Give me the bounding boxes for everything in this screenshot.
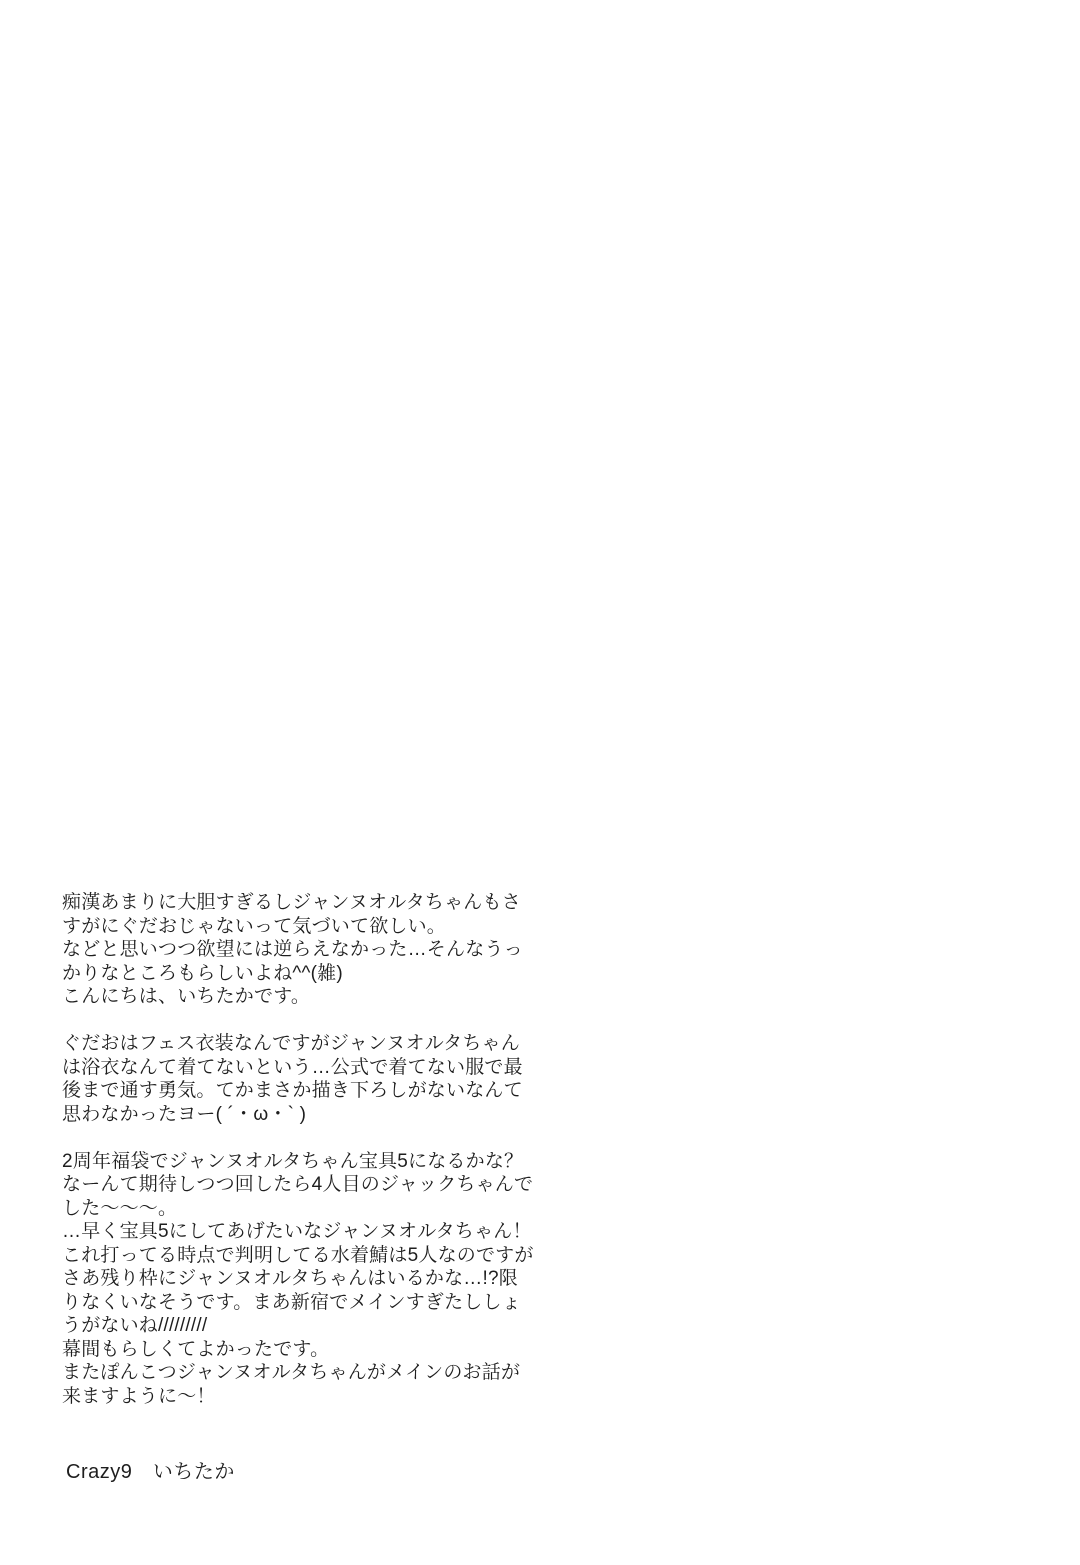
text-line: 2周年福袋でジャンヌオルタちゃん宝具5になるかな？ [62, 1150, 524, 1172]
afterword-paragraph-1 [62, 891, 582, 1009]
text-line: うがないね///////// [62, 1315, 208, 1336]
text-line: ぐだおはフェス衣装なんですがジャンヌオルタちゃん [62, 1033, 520, 1054]
text-line: は浴衣なんて着てないという…公式で着てない服で最 [62, 1056, 523, 1078]
text-line: すがにぐだおじゃないって気づいて欲しい。 [62, 915, 447, 937]
text-line: などと思いつつ欲望には逆らえなかった…そんなうっ [62, 939, 523, 960]
text-line: した〜〜〜。 [62, 1197, 178, 1219]
paragraph-spacer [62, 1009, 582, 1033]
text-line: 来ますように〜！ [62, 1385, 216, 1407]
afterword-paragraph-3 [62, 1150, 582, 1409]
text-line: 後まで通す勇気。てかまさか描き下ろしがないなんて [62, 1080, 523, 1101]
text-line: こんにちは、いちたかです。 [62, 986, 311, 1007]
text-line: 思わなかったヨー( ´・ω・` ) [62, 1103, 307, 1125]
text-line: りなくいなそうです。まあ新宿でメインすぎたししょ [62, 1291, 521, 1313]
afterword-paragraph-2 [62, 1032, 582, 1126]
text-line: 痴漢あまりに大胆すぎるしジャンヌオルタちゃんもさ [62, 892, 521, 913]
text-line: またぽんこつジャンヌオルタちゃんがメインのお話が [62, 1362, 521, 1383]
text-line: …早く宝具5にしてあげたいなジャンヌオルタちゃん！ [62, 1221, 532, 1242]
author-signature: Crazy9 いちたか [66, 1461, 235, 1483]
text-line: さあ残り枠にジャンヌオルタちゃんはいるかな…!?限 [62, 1268, 518, 1289]
afterword-text-block [62, 891, 582, 1408]
paragraph-spacer [62, 1126, 582, 1150]
text-line: 幕間もらしくてよかったです。 [62, 1338, 330, 1360]
text-line: これ打ってる時点で判明してる水着鯖は5人なのですが [62, 1244, 534, 1266]
text-line: なーんて期待しつつ回したら4人目のジャックちゃんで [62, 1174, 534, 1195]
text-line: かりなところもらしいよね^^(雑) [62, 962, 343, 984]
